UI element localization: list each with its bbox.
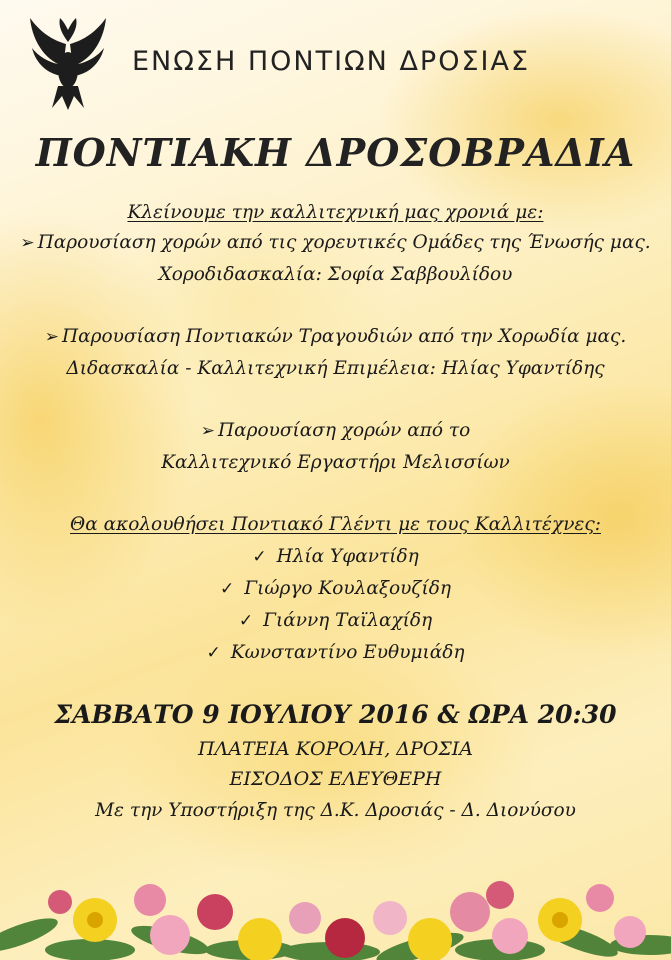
artist-1: [0, 546, 671, 567]
program-item-3: [0, 420, 671, 441]
arrow-bullet-icon: ➢: [44, 327, 59, 347]
party-intro: Θα ακολουθήσει Ποντιακό Γλέντι με τους Καλλιτέχνες:: [70, 514, 601, 535]
checkmark-icon: ✓: [206, 643, 221, 663]
checkmark-icon: ✓: [252, 547, 267, 567]
program-item-1-line1: Παρουσίαση χορών από τις χορευτικές Ομάδες της Ένωσής μας.: [37, 232, 651, 253]
artist-2: [0, 578, 671, 599]
arrow-bullet-icon: ➢: [200, 421, 215, 441]
program-item-2-line1: Παρουσίαση Ποντιακών Τραγουδιών από την Χορωδία μας.: [61, 326, 627, 347]
artist-1-name: Ηλία Υφαντίδη: [276, 546, 419, 567]
event-venue: ΠΛΑΤΕΙΑ ΚΟΡΟΛΗ, ΔΡΟΣΙΑ: [197, 738, 474, 760]
program-item-1-detail: Χοροδιδασκαλία: Σοφία Σαββουλίδου: [158, 264, 513, 285]
program-item-1: [0, 232, 671, 253]
program-item-3-line1: Παρουσίαση χορών από το: [217, 420, 471, 441]
artist-4: [0, 642, 671, 663]
checkmark-icon: ✓: [220, 579, 235, 599]
arrow-bullet-icon: ➢: [20, 233, 35, 253]
organization-name: ΕΝΩΣΗ ΠΟΝΤΙΩΝ ΔΡΟΣΙΑΣ: [132, 46, 531, 77]
double-headed-eagle-icon: [22, 12, 114, 112]
checkmark-icon: ✓: [238, 611, 254, 631]
event-datetime: ΣΑΒΒΑΤΟ 9 ΙΟΥΛΙΟΥ 2016 & ΩΡΑ 20:30: [54, 700, 617, 729]
artist-4-name: Κωνσταντίνο Ευθυμιάδη: [230, 642, 465, 663]
program-intro: Κλείνουμε την καλλιτεχνική μας χρονιά με:: [127, 202, 544, 223]
artist-3-name: Γιάννη Ταϊλαχίδη: [263, 610, 433, 631]
flower-border-icon: [0, 840, 671, 960]
artist-2-name: Γιώργο Κουλαξουζίδη: [244, 578, 451, 599]
event-title: ΠΟΝΤΙΑΚΗ ΔΡΟΣΟΒΡΑΔΙΑ: [35, 130, 636, 175]
artist-3: [0, 610, 671, 631]
program-item-2: [0, 326, 671, 347]
program-item-2-detail: Διδασκαλία - Καλλιτεχνική Επιμέλεια: Ηλίας Υφαντίδης: [66, 358, 605, 379]
event-entry: ΕΙΣΟΔΟΣ ΕΛΕΥΘΕΡΗ: [229, 768, 442, 790]
event-support: Με την Υποστήριξη της Δ.Κ. Δροσιάς - Δ. Διονύσου: [95, 800, 576, 821]
program-item-3-detail: Καλλιτεχνικό Εργαστήρι Μελισσίων: [161, 452, 510, 473]
